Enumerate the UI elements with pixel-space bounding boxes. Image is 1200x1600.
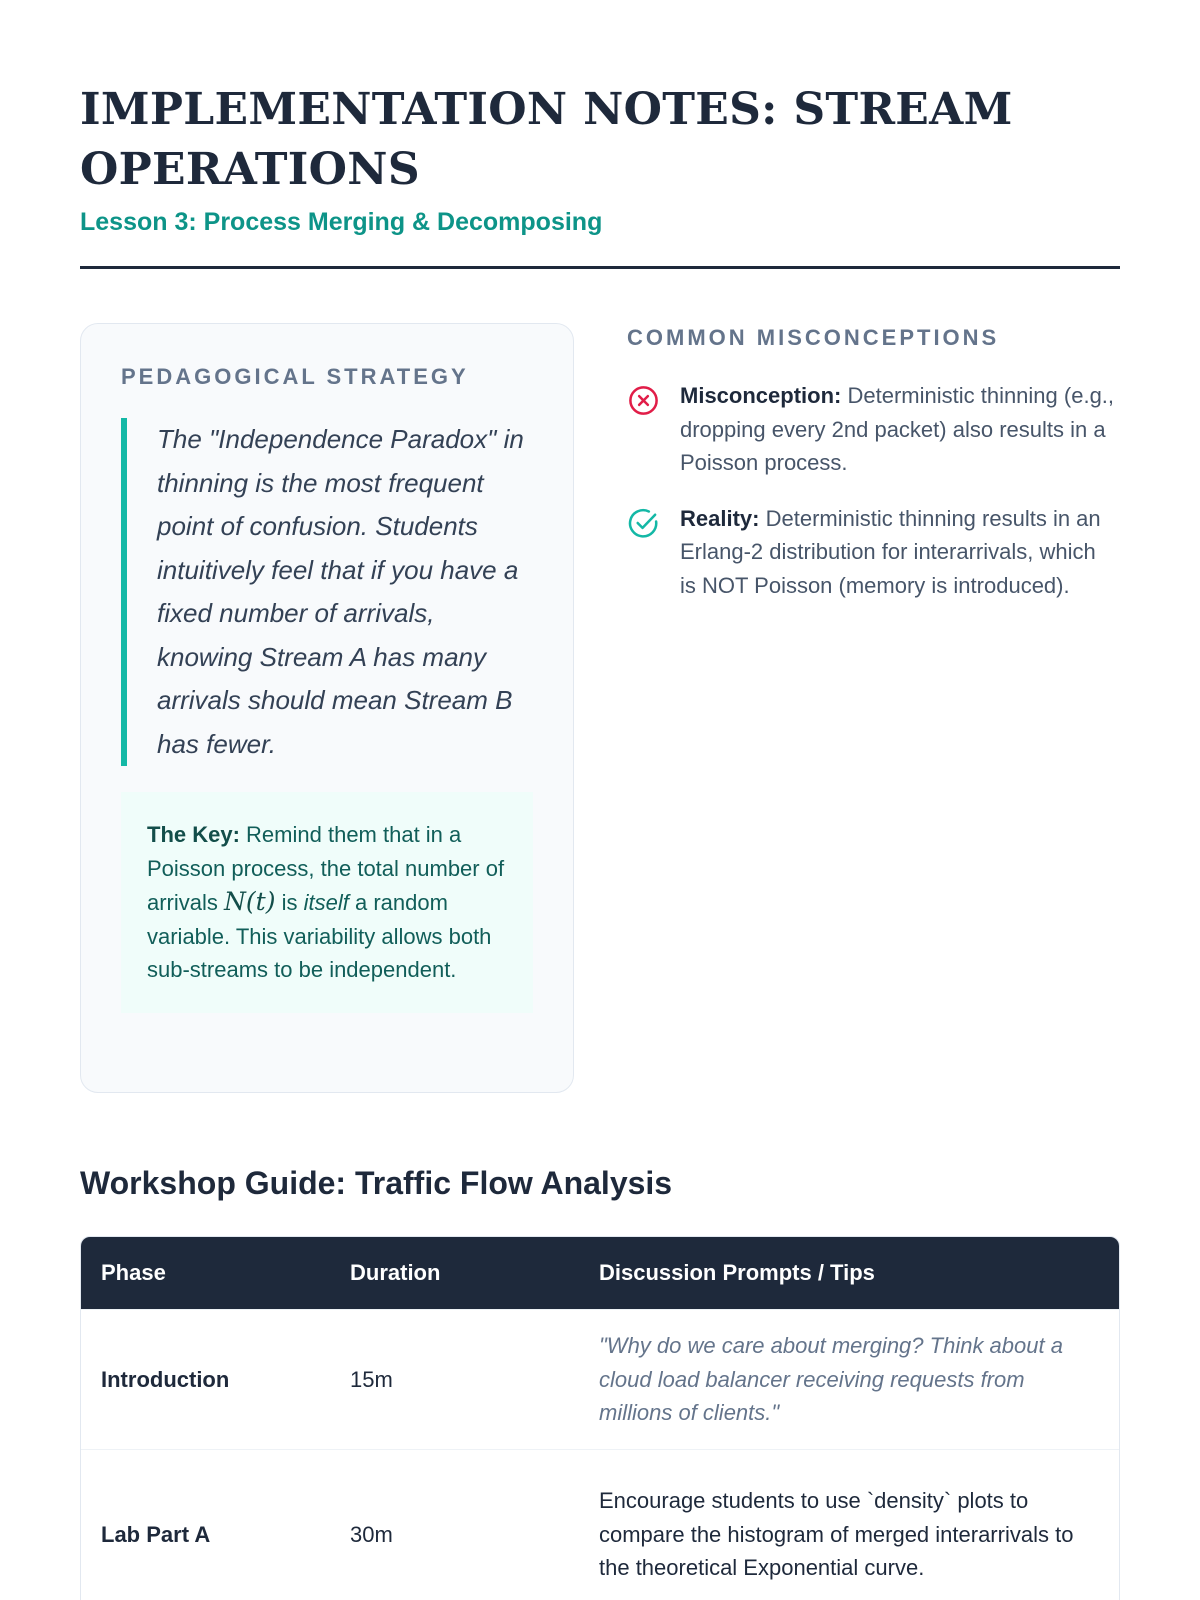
table-row [81,1449,1119,1600]
strategy-quote: The "Independence Paradox" in thinning is the most frequent point of confusion. Students intuitively feel that if you have a fixed number of arrivals, knowing Stream A has many arrivals should mean Stream B has fewer. [121,418,533,766]
workshop-heading: Workshop Guide: Traffic Flow Analysis [80,1165,673,1201]
column-header-phase: Phase [81,1237,330,1309]
pedagogical-strategy-card [80,323,574,1093]
workshop-table [80,1236,1120,1600]
column-header-tips: Discussion Prompts / Tips [579,1237,1119,1309]
reality-item [627,502,1117,603]
misconception-label: Misconception: [680,383,842,408]
content-columns [80,323,1120,1093]
tip-cell: "Why do we care about merging? Think about a cloud load balancer receiving requests from millions of clients." [579,1309,1119,1449]
key-text-1: Remind them that in a Poisson process, the total number of arrivals [147,822,505,915]
key-math: N(t) [224,887,276,916]
x-circle-icon [627,384,660,417]
misconceptions-section [627,323,1117,602]
phase-cell: Introduction [81,1309,330,1449]
page-title: IMPLEMENTATION NOTES: STREAM OPERATIONS [80,84,1013,195]
page-subtitle: Lesson 3: Process Merging & Decomposing [80,208,603,236]
header-divider [80,266,1120,269]
key-text-3: a random variable. This variability allows both sub-streams to be independent. [147,890,492,982]
key-emphasis: itself [303,890,349,915]
reality-label: Reality: [680,505,760,531]
key-text-2: is [281,890,298,915]
phase-cell: Lab Part A [81,1449,330,1600]
key-label: The Key: [147,822,240,847]
column-header-duration: Duration [330,1237,579,1309]
misconception-item [627,379,1117,480]
duration-cell: 15m [330,1309,579,1449]
tip-cell: Encourage students to use `density` plots to compare the histogram of merged interarrivals to the theoretical Exponential curve. [579,1449,1119,1600]
key-callout [121,792,533,1013]
reality-text: Deterministic thinning results in an Erlang-2 distribution for interarrivals, which is NOT Poisson (memory is introduced). [680,505,1101,598]
check-circle-icon [627,507,660,540]
misconception-text: Deterministic thinning (e.g., dropping every 2nd packet) also results in a Poisson process. [680,383,1115,475]
table-header-row [81,1237,1119,1309]
table-row [81,1309,1119,1449]
duration-cell: 30m [330,1449,579,1600]
strategy-label: PEDAGOGICAL STRATEGY [121,364,469,389]
misconceptions-label: COMMON MISCONCEPTIONS [627,325,1000,350]
